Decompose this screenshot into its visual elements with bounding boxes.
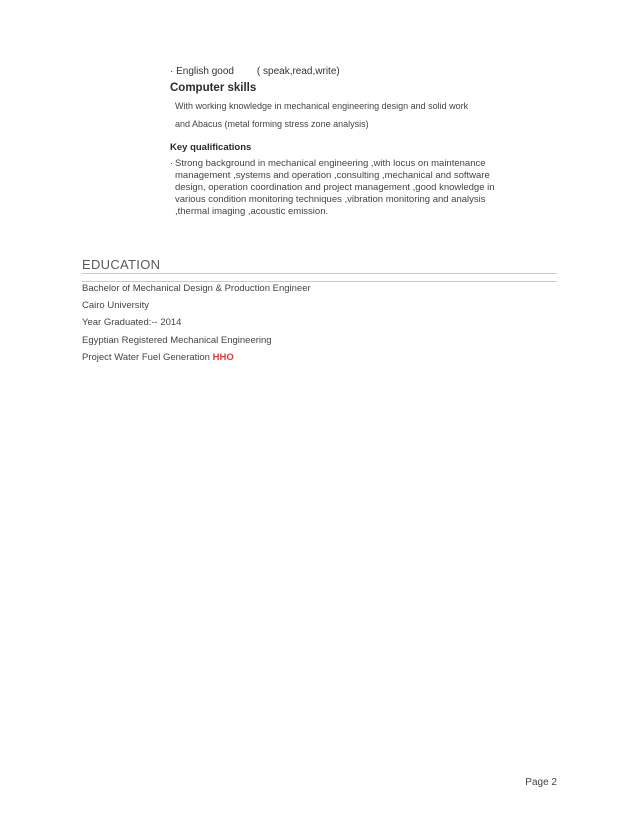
- key-qualifications-heading: Key qualifications: [170, 142, 252, 153]
- section-divider: [82, 273, 557, 274]
- computer-skills-heading: Computer skills: [170, 82, 257, 94]
- language-name: English good: [176, 66, 234, 77]
- education-item: Bachelor of Mechanical Design & Production Engineer: [82, 283, 311, 294]
- project-text: Project Water Fuel Generation: [82, 352, 213, 363]
- language-skills: ( speak,read,write): [256, 66, 340, 77]
- project-highlight: HHO: [212, 352, 234, 363]
- key-qualifications-text: Strong background in mechanical engineering ,with locus on maintenance management ,systems and operation ,consulting ,mechanical and software design, operation coordination and project management ,good knowledge in various condition monitoring techniques ,vibration monitoring and analysis ,thermal imaging ,acoustic emission.: [175, 158, 495, 217]
- education-project: [82, 352, 234, 363]
- bullet: ·: [170, 158, 174, 169]
- computer-skills-line: and Abacus (metal forming stress zone analysis): [175, 119, 369, 129]
- language-line: [170, 66, 340, 77]
- page-number: Page 2: [525, 777, 557, 788]
- bullet: ·: [170, 66, 174, 77]
- section-divider: [82, 281, 557, 282]
- education-item: Year Graduated:-- 2014: [82, 317, 182, 328]
- education-item: Cairo University: [82, 300, 150, 311]
- education-item: Egyptian Registered Mechanical Engineering: [82, 335, 272, 346]
- computer-skills-line: With working knowledge in mechanical engineering design and solid work: [175, 101, 469, 111]
- education-heading: EDUCATION: [82, 257, 161, 272]
